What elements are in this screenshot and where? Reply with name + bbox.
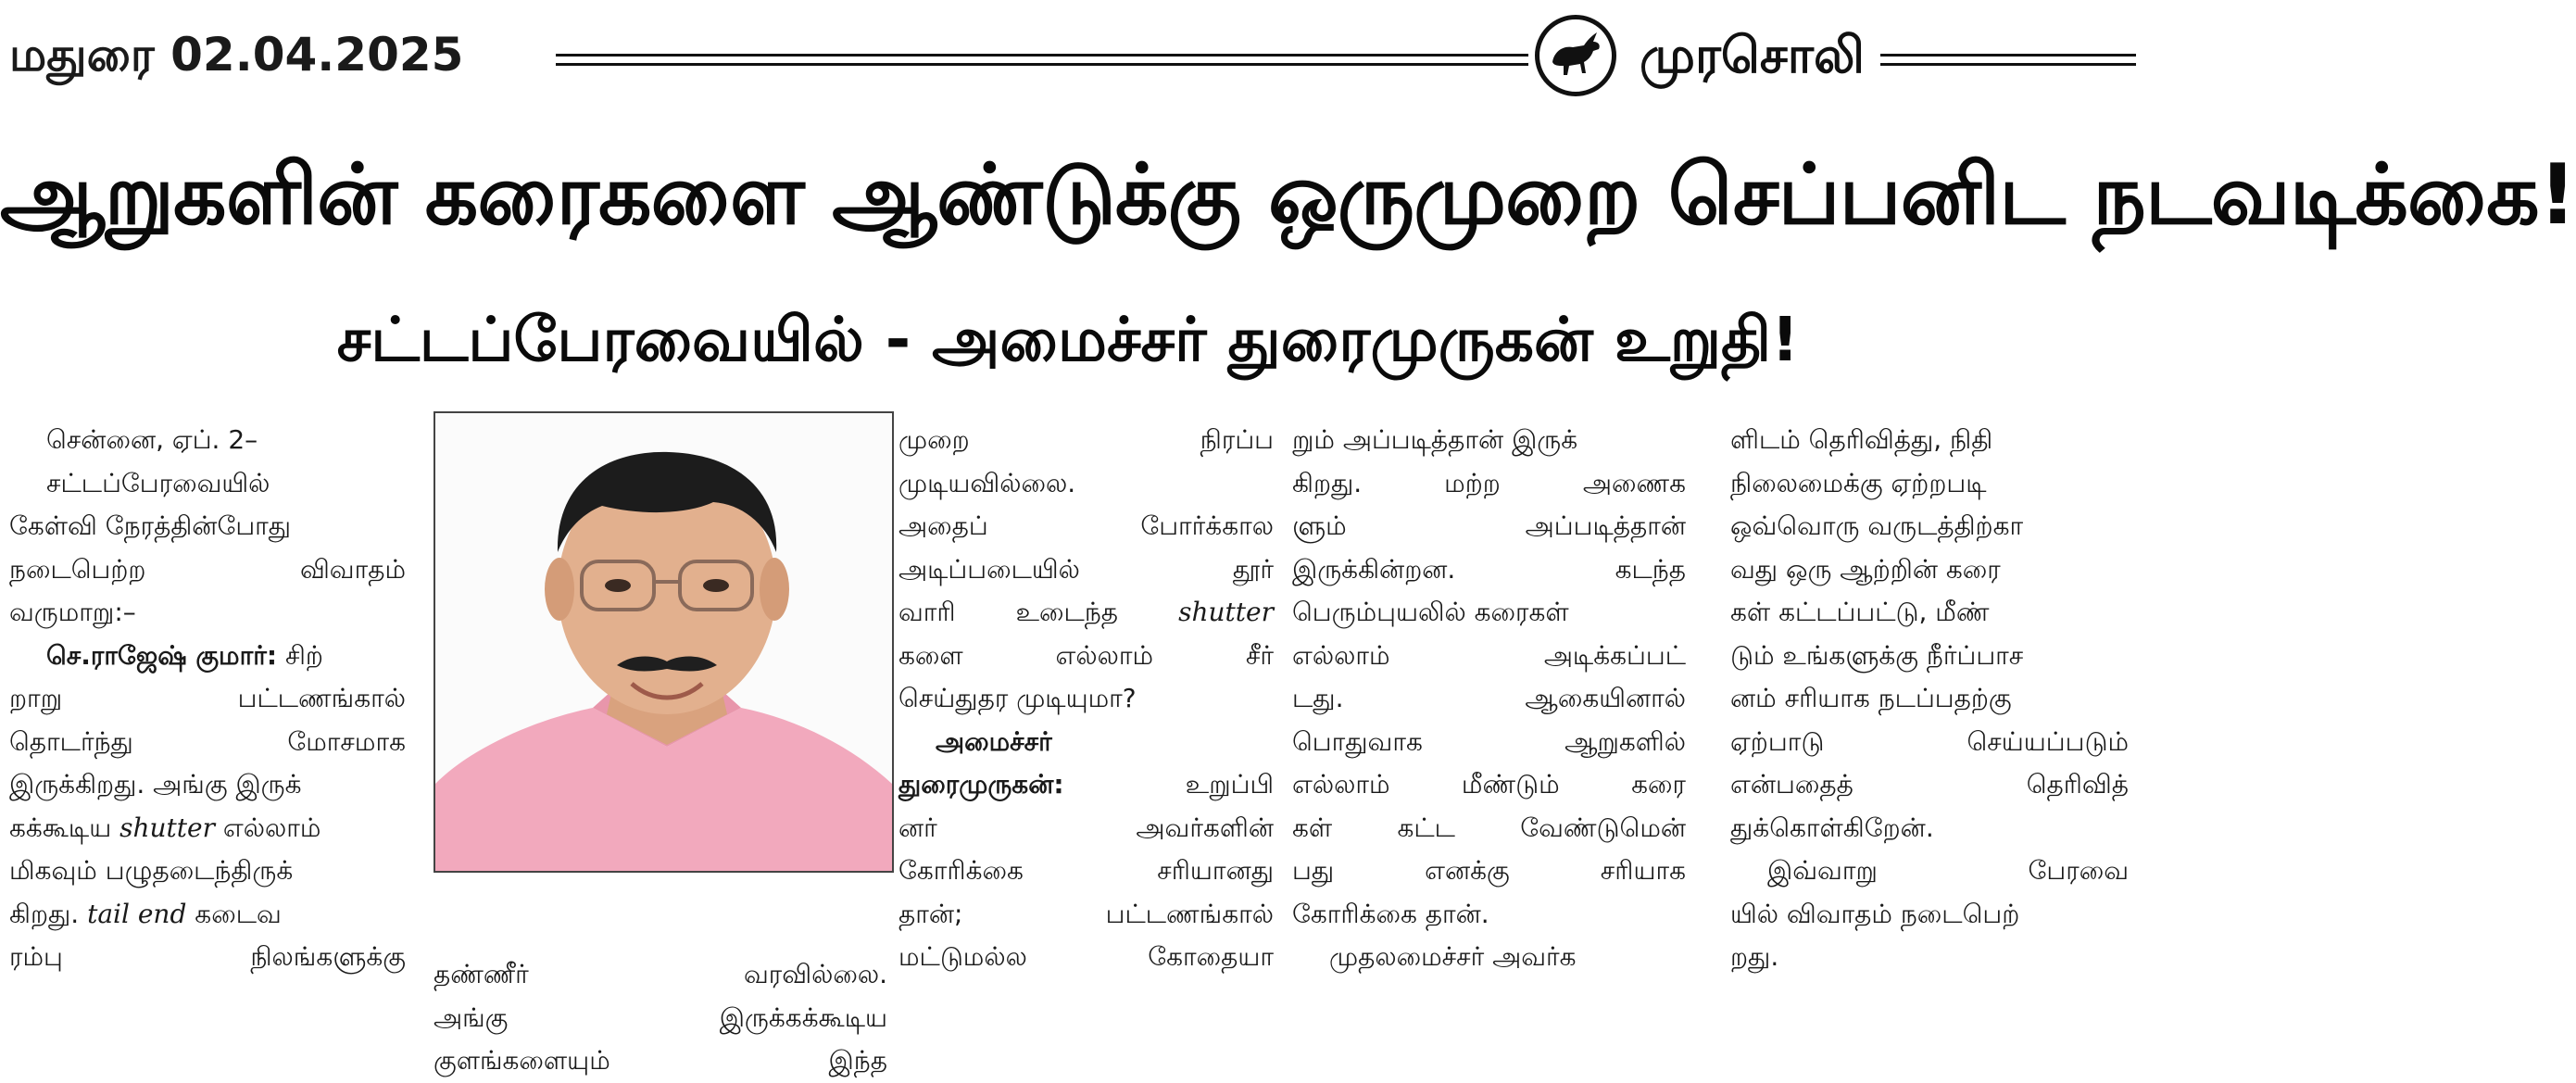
article-column-2	[434, 953, 887, 1083]
text-line: செ.ராஜேஷ் குமார்: சிற்	[46, 639, 323, 671]
text-line: தொடர்ந்து மோசமாக	[9, 725, 406, 757]
text-line: முறை நிரப்ப	[898, 424, 1274, 455]
text-line: என்பதைத் தெரிவித்	[1730, 769, 2129, 800]
text-line: வருமாறு:–	[9, 597, 136, 627]
text-line: துரைமுருகன்: உறுப்பி	[898, 769, 1274, 800]
text-line: முதலமைச்சர் அவர்க	[1329, 941, 1577, 972]
headline: ஆறுகளின் கரைகளை ஆண்டுக்கு ஒருமுறை செப்பனிட நடவடிக்கை!	[0, 146, 2576, 244]
text-line: கள் கட்ட வேண்டுமென்	[1292, 812, 1686, 843]
text-line: றும் அப்படித்தான் இருக்	[1292, 424, 1578, 455]
speaker-name: துரைமுருகன்:	[898, 769, 1064, 800]
text-line: தான்; பட்டணங்கால்	[898, 898, 1274, 929]
speaker-name: அமைச்சர்	[936, 725, 1052, 757]
text-line: பெரும்புயலில் கரைகள்	[1292, 597, 1569, 627]
text-line: மட்டுமல்ல கோதையா	[898, 941, 1274, 972]
text-line: சட்டப்பேரவையில்	[46, 467, 270, 498]
text-line: வாரி உடைந்த shutter	[898, 597, 1274, 627]
text-line: னம் சரியாக நடப்பதற்கு	[1730, 683, 2012, 713]
text-line: அடிப்படையில் தூர்	[898, 553, 1274, 585]
article-column-5	[1730, 419, 2129, 979]
text-line: எல்லாம் மீண்டும் கரை	[1292, 769, 1686, 800]
header-rule-right-bottom	[1880, 63, 2136, 66]
speaker-name: செ.ராஜேஷ் குமார்:	[46, 639, 278, 671]
text-line: இவ்வாறு பேரவை	[1767, 855, 2129, 886]
text-line: ரம்பு நிலங்களுக்கு	[9, 941, 406, 972]
text-line: ஒவ்வொரு வருடத்திற்கா	[1730, 510, 2024, 541]
header-rule-bottom	[556, 63, 1528, 66]
text-line: கிறது. மற்ற அணைக	[1292, 467, 1686, 498]
text-line: களை எல்லாம் சீர்	[898, 639, 1274, 671]
text-line: துக்கொள்கிறேன்.	[1730, 812, 1934, 843]
masthead: முரசொலி	[1640, 26, 1865, 84]
text-line: றாறு பட்டணங்கால்	[9, 683, 406, 713]
text-line: டும் உங்களுக்கு நீர்ப்பாச	[1730, 639, 2024, 671]
text-line: பொதுவாக ஆறுகளில்	[1292, 725, 1686, 757]
text-line: நடைபெற்ற விவாதம்	[9, 553, 406, 585]
text-line: ஏற்பாடு செய்யப்படும்	[1730, 725, 2129, 757]
text-line: வது ஒரு ஆற்றின் கரை	[1730, 553, 2001, 585]
header-rule-right-top	[1880, 54, 2136, 57]
text-line: டது. ஆகையினால்	[1292, 683, 1686, 713]
article-column-4	[1292, 419, 1686, 979]
text-line: நிலைமைக்கு ஏற்றபடி	[1730, 467, 1987, 498]
text-line: இருக்கிறது. அங்கு இருக்	[9, 769, 302, 800]
text-line: எல்லாம் அடிக்கப்பட்	[1292, 639, 1686, 671]
text-line: கக்கூடிய shutter எல்லாம்	[9, 812, 321, 843]
text-line: அதைப் போர்க்கால	[898, 510, 1274, 541]
header-rule-top	[556, 54, 1528, 57]
text-line: ளும் அப்படித்தான்	[1292, 510, 1686, 541]
text-line: தண்ணீர் வரவில்லை.	[434, 959, 887, 989]
text-line: கிறது. tail end கடைவ	[9, 898, 282, 929]
text-line: கள் கட்டப்பட்டு, மீண்	[1730, 597, 1990, 627]
subheadline: சட்டப்பேரவையில் - அமைச்சர் துரைமுருகன் உறுதி!	[336, 304, 1800, 375]
text-line: செய்துதர முடியுமா?	[898, 683, 1137, 713]
text-line: றது.	[1730, 941, 1779, 972]
text-line: இருக்கின்றன. கடந்த	[1292, 553, 1686, 585]
text-line: குளங்களையும் இந்த	[434, 1045, 887, 1076]
text-line: யில் விவாதம் நடைபெற்	[1730, 898, 2020, 929]
portrait-photo	[434, 411, 894, 873]
dateline: மதுரை 02.04.2025	[9, 28, 464, 82]
text-line: னர் அவர்களின்	[898, 812, 1274, 843]
text-line: அங்கு இருக்கக்கூடிய	[434, 1001, 887, 1033]
article-column-3	[898, 419, 1274, 979]
text-line: கோரிக்கை தான்.	[1292, 898, 1489, 929]
text-line: சென்னை, ஏப். 2–	[46, 424, 258, 455]
text-line: ளிடம் தெரிவித்து, நிதி	[1730, 424, 1993, 455]
bull-logo-icon	[1535, 15, 1616, 96]
article-column-1	[9, 419, 406, 979]
text-line: பது எனக்கு சரியாக	[1292, 855, 1686, 886]
text-line: முடியவில்லை.	[898, 467, 1076, 498]
text-line: கேள்வி நேரத்தின்போது	[9, 510, 292, 541]
text-line: மிகவும் பழுதடைந்திருக்	[9, 855, 294, 886]
text-line: கோரிக்கை சரியானது	[898, 855, 1274, 886]
